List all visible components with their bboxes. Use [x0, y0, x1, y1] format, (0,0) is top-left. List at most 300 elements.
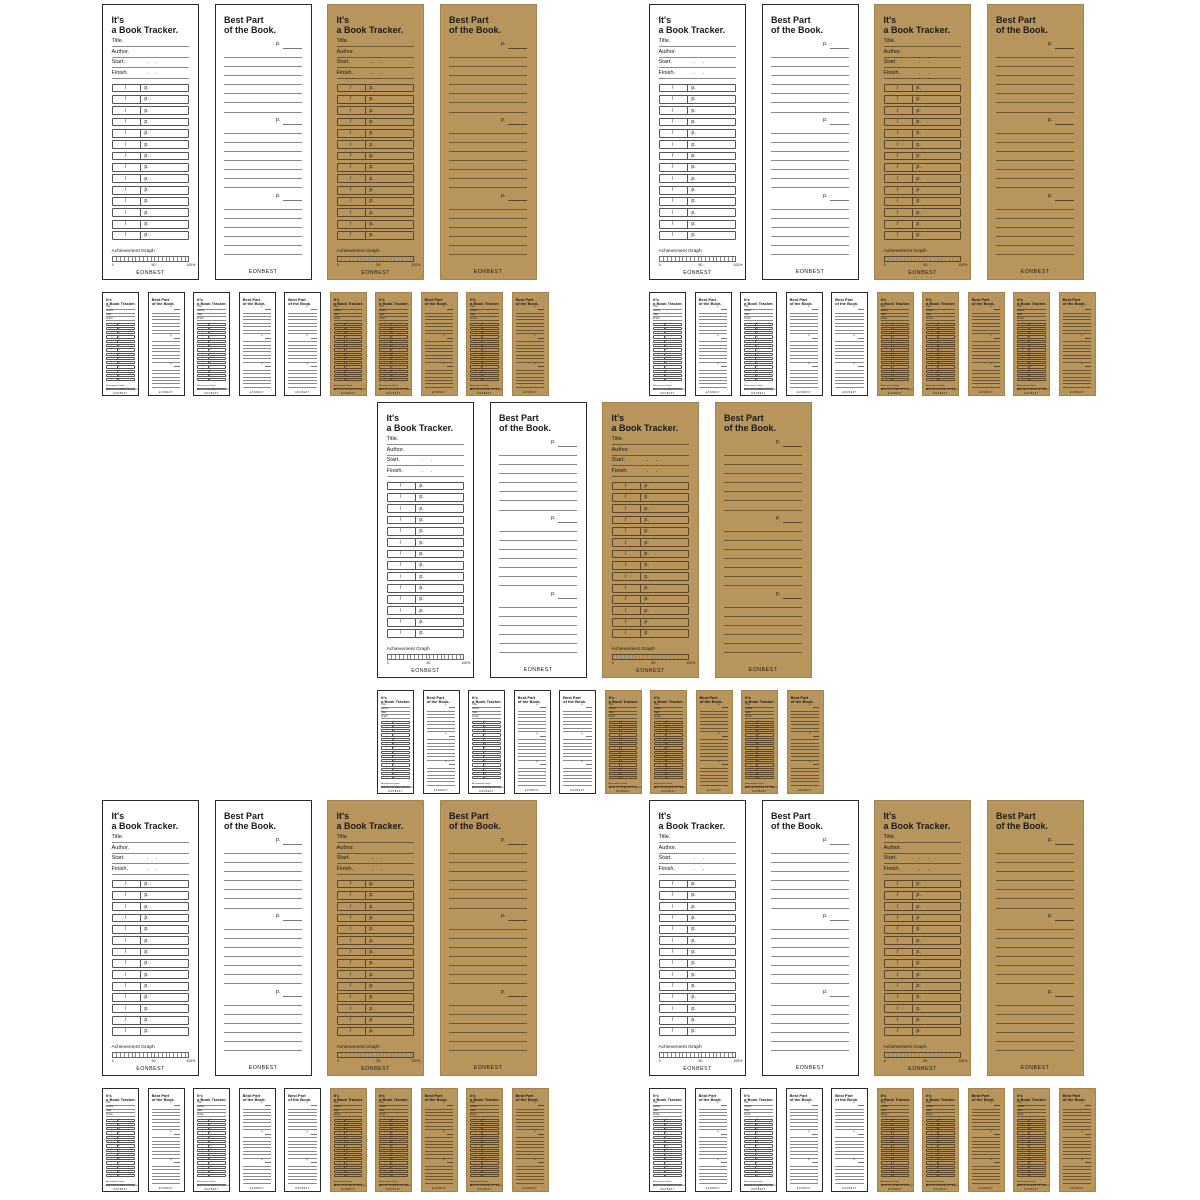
- field-label: Start.: [883, 59, 897, 66]
- tracker-row: [470, 1136, 499, 1139]
- graph-tick-label: 0: [379, 390, 381, 392]
- tracker-row: [884, 220, 962, 229]
- writing-line: [516, 358, 545, 359]
- bestpart-lines: [499, 403, 577, 678]
- brand-logo: EONBEST: [361, 1065, 390, 1072]
- tracker-row: [472, 768, 501, 771]
- graph-label: Achievement Graph: [111, 249, 155, 255]
- row-slash: /: [613, 759, 615, 762]
- tracker-row: [337, 152, 415, 161]
- writing-line: [516, 330, 545, 331]
- writing-line: [699, 1183, 728, 1184]
- bestpart-title-line1: Best Part: [835, 296, 853, 302]
- writing-line: [516, 1151, 545, 1152]
- date-dots: . .: [918, 855, 930, 862]
- tracker-rows: [653, 1119, 682, 1179]
- field-underline: [744, 1116, 773, 1117]
- tracker-row: [926, 365, 955, 368]
- page-marker-line: [994, 1134, 1000, 1135]
- bestpart-title-line1: Best Part: [698, 1092, 717, 1098]
- writing-line: [996, 142, 1074, 143]
- tracker-row: [745, 733, 774, 736]
- tracker-row: [609, 746, 638, 749]
- writing-line: [563, 746, 592, 747]
- page-marker-line: [858, 1162, 864, 1163]
- tracker-rows: [745, 721, 774, 781]
- tracker-row: [197, 1170, 226, 1173]
- row-page: p.: [482, 331, 485, 334]
- row-slash: /: [671, 960, 674, 967]
- tracker-row: [1017, 1127, 1046, 1130]
- field-label: Author.: [472, 707, 480, 711]
- writing-line: [449, 245, 527, 246]
- tracker-row: [197, 357, 226, 360]
- tracker-row: [609, 759, 638, 762]
- graph-tick: [679, 1053, 680, 1057]
- tracker-row: [112, 925, 190, 934]
- writing-line: [288, 1169, 317, 1170]
- writing-line: [518, 785, 547, 786]
- tracker-rows: [744, 323, 773, 383]
- tracker-row: [334, 1166, 363, 1169]
- row-slash: /: [750, 742, 752, 745]
- tracker-rows: [472, 721, 501, 781]
- writing-line: [499, 549, 577, 550]
- row-divider: [687, 187, 688, 194]
- graph-tick: [713, 257, 714, 261]
- writing-line: [972, 351, 1001, 352]
- date-dots: . .: [939, 1113, 944, 1117]
- writing-line: [996, 1050, 1074, 1051]
- graph-tick: [682, 1053, 683, 1057]
- writing-line: [243, 1158, 272, 1162]
- brand-logo: EONBEST: [796, 392, 812, 395]
- row-divider: [687, 85, 688, 92]
- row-page: p.: [644, 596, 649, 603]
- row-slash: /: [475, 1136, 477, 1139]
- row-page: p.: [1029, 336, 1032, 339]
- writing-line: [224, 880, 302, 881]
- row-slash: /: [671, 153, 674, 160]
- graph-tick: [919, 1053, 920, 1057]
- page-marker-line: [558, 598, 576, 599]
- graph-tick: [957, 257, 958, 261]
- writing-line: [996, 1041, 1074, 1042]
- tracker-row: [881, 378, 910, 381]
- row-divider: [140, 107, 141, 114]
- tracker-row: [337, 1016, 415, 1025]
- date-dots: . .: [119, 317, 124, 321]
- page-marker-line: [586, 736, 592, 737]
- tracker-row: [334, 1131, 363, 1134]
- graph-tick: [398, 1053, 399, 1057]
- row-page: p.: [484, 742, 487, 745]
- brand-logo: EONBEST: [248, 1064, 278, 1071]
- date-dots: . .: [210, 313, 215, 317]
- writing-line: [243, 326, 272, 327]
- writing-line: [288, 351, 317, 352]
- writing-line: [972, 1169, 1001, 1170]
- book-tracker-card-white: [193, 292, 230, 396]
- row-slash: /: [896, 1005, 899, 1012]
- tracker-row: [1017, 1131, 1046, 1134]
- row-divider: [912, 926, 913, 933]
- row-page: p.: [393, 759, 396, 762]
- writing-line: [425, 1126, 454, 1127]
- row-slash: /: [111, 323, 113, 326]
- field-label: Start.: [745, 711, 751, 715]
- row-slash: /: [111, 1123, 113, 1126]
- writing-line: [152, 1166, 181, 1167]
- graph-tick: [957, 1053, 958, 1057]
- row-page: p.: [1029, 1166, 1032, 1169]
- row-slash: /: [671, 903, 674, 910]
- writing-line: [152, 330, 181, 331]
- row-page: p.: [691, 187, 696, 194]
- tracker-row: [197, 327, 226, 330]
- row-slash: /: [658, 348, 660, 351]
- best-part-card-white: [786, 292, 823, 396]
- row-slash: /: [1022, 370, 1024, 373]
- field-label: Author.: [197, 1105, 205, 1109]
- writing-line: [996, 983, 1074, 984]
- row-page: p.: [345, 1153, 348, 1156]
- row-divider: [912, 164, 913, 171]
- row-slash: /: [750, 772, 752, 775]
- tracker-rows: [334, 323, 363, 383]
- row-slash: /: [475, 1161, 477, 1164]
- tracker-row: [744, 1131, 773, 1134]
- page-marker: p.: [823, 40, 828, 47]
- graph-tick: [437, 655, 438, 659]
- field-label: Finish.: [658, 69, 676, 76]
- writing-line: [449, 929, 527, 930]
- graph-tick: [900, 1053, 901, 1057]
- tracker-row: [926, 374, 955, 377]
- row-divider: [415, 573, 416, 580]
- writing-line: [243, 1147, 272, 1148]
- tracker-row: [387, 572, 465, 581]
- row-page: p.: [369, 892, 374, 899]
- page-marker: p.: [990, 363, 993, 366]
- brand-logo: EONBEST: [522, 392, 538, 395]
- page-marker: p.: [1081, 363, 1084, 366]
- row-slash: /: [475, 1127, 477, 1130]
- row-slash: /: [896, 96, 899, 103]
- writing-line: [224, 133, 302, 134]
- tracker-title-line1: It's: [744, 1092, 750, 1098]
- row-divider: [687, 175, 688, 182]
- tracker-title-line2: a Book Tracker.: [381, 699, 411, 705]
- row-slash: /: [349, 983, 352, 990]
- brand-logo: EONBEST: [386, 1188, 401, 1191]
- row-page: p.: [144, 926, 149, 933]
- writing-line: [449, 889, 527, 890]
- writing-line: [835, 1179, 864, 1180]
- page-marker-line: [540, 736, 546, 737]
- tracker-title-line2: a Book Tracker.: [470, 1097, 500, 1103]
- row-page: p.: [916, 130, 921, 137]
- row-page: p.: [916, 141, 921, 148]
- tracker-row: [387, 550, 465, 559]
- row-slash: /: [671, 141, 674, 148]
- row-slash: /: [384, 348, 386, 351]
- row-page: p.: [419, 619, 424, 626]
- bestpart-title-line2: of the Book.: [835, 1097, 859, 1103]
- bestpart-title-line2: of the Book.: [151, 1097, 175, 1103]
- row-page: p.: [345, 374, 348, 377]
- graph-tick: [690, 1053, 691, 1057]
- writing-line: [1063, 313, 1092, 314]
- tracker-row: [884, 231, 962, 240]
- row-page: p.: [482, 1119, 485, 1122]
- writing-line: [790, 1137, 819, 1138]
- graph-tick-label: 0: [658, 263, 661, 268]
- writing-line: [699, 1141, 728, 1142]
- tracker-row: [472, 751, 501, 754]
- row-slash: /: [613, 742, 615, 745]
- writing-line: [224, 112, 302, 113]
- page-marker: p.: [306, 1102, 309, 1105]
- graph-tick: [949, 257, 950, 261]
- writing-line: [771, 908, 849, 909]
- tracker-fields: [112, 834, 190, 878]
- tracker-row: [653, 327, 682, 330]
- writing-line: [563, 724, 592, 725]
- graph-tick-label: 0: [608, 788, 610, 790]
- row-slash: /: [384, 1170, 386, 1173]
- row-slash: /: [659, 755, 661, 758]
- field-underline: [387, 444, 465, 445]
- row-divider: [687, 141, 688, 148]
- row-page: p.: [482, 1149, 485, 1152]
- writing-line: [449, 938, 527, 939]
- row-page: p.: [620, 725, 623, 728]
- page-marker-line: [311, 1134, 317, 1135]
- graph-tick: [124, 257, 125, 261]
- book-tracker-card-white: [649, 4, 746, 280]
- writing-line: [243, 1173, 272, 1174]
- tracker-row: [884, 993, 962, 1002]
- row-page: p.: [644, 539, 649, 546]
- writing-line: [499, 473, 577, 474]
- writing-line: [791, 714, 820, 715]
- row-page: p.: [482, 323, 485, 326]
- row-page: p.: [393, 725, 396, 728]
- row-page: p.: [209, 1123, 212, 1126]
- row-page: p.: [391, 1166, 394, 1169]
- writing-line: [425, 351, 454, 352]
- tracker-title-line1: It's: [379, 1092, 385, 1098]
- tracker-row: [744, 365, 773, 368]
- writing-line: [972, 341, 1001, 342]
- writing-line: [996, 209, 1074, 210]
- tracker-row: [197, 365, 226, 368]
- tracker-rows: [926, 323, 955, 383]
- row-page: p.: [756, 336, 759, 339]
- field-label: Start.: [880, 313, 887, 317]
- row-slash: /: [671, 881, 674, 888]
- tracker-row: [659, 197, 737, 206]
- row-page: p.: [118, 357, 121, 360]
- row-page: p.: [916, 926, 921, 933]
- row-page: p.: [144, 881, 149, 888]
- row-divider: [912, 949, 913, 956]
- field-underline: [112, 853, 190, 854]
- tracker-row: [744, 357, 773, 360]
- brand-logo: EONBEST: [908, 269, 937, 276]
- row-page: p.: [482, 1136, 485, 1139]
- tracker-row: [197, 323, 226, 326]
- field-label: Start.: [336, 59, 350, 66]
- writing-line: [1063, 1137, 1092, 1138]
- graph-tick-label: 100%: [411, 1059, 421, 1064]
- field-underline: [112, 78, 190, 79]
- field-label: Title.: [608, 703, 614, 707]
- row-page: p.: [756, 331, 759, 334]
- graph-tick-label: 50: [394, 390, 397, 392]
- field-underline: [472, 718, 501, 719]
- row-slash: /: [658, 361, 660, 364]
- page-marker-line: [265, 1105, 271, 1106]
- row-page: p.: [482, 374, 485, 377]
- tracker-row: [381, 746, 410, 749]
- writing-line: [996, 178, 1074, 179]
- graph-tick-label: 0: [336, 1059, 339, 1064]
- writing-line: [243, 341, 272, 342]
- graph-tick: [132, 1053, 133, 1057]
- row-slash: /: [885, 1123, 887, 1126]
- tracker-row: [337, 1027, 415, 1036]
- row-slash: /: [613, 746, 615, 749]
- tracker-row: [337, 118, 415, 127]
- graph-tick: [418, 655, 419, 659]
- bestpart-title-line2: of the Book.: [424, 1097, 448, 1103]
- writing-line: [224, 178, 302, 179]
- row-page: p.: [757, 772, 760, 775]
- tracker-row: [659, 220, 737, 229]
- bestpart-title-line1: Best Part: [288, 1092, 306, 1098]
- graph-tick: [896, 1053, 897, 1057]
- graph-tick: [647, 655, 648, 659]
- row-page: p.: [345, 1149, 348, 1152]
- book-tracker-card-white: [468, 690, 505, 794]
- tracker-fields: [881, 305, 910, 322]
- page-marker: p.: [853, 1130, 856, 1133]
- tracker-row: [744, 1144, 773, 1147]
- page-marker: p.: [501, 192, 506, 199]
- row-page: p.: [666, 755, 669, 758]
- writing-line: [518, 731, 547, 732]
- row-page: p.: [938, 365, 941, 368]
- graph-tick: [116, 257, 117, 261]
- field-label: Finish.: [470, 317, 478, 321]
- field-label: Finish.: [472, 715, 480, 719]
- writing-line: [425, 1141, 454, 1142]
- writing-line: [499, 607, 577, 608]
- row-page: p.: [757, 725, 760, 728]
- writing-line: [1063, 358, 1092, 359]
- bestpart-title-line2: of the Book.: [996, 821, 1049, 831]
- writing-line: [499, 634, 577, 635]
- writing-line: [771, 1023, 849, 1024]
- tracker-row: [470, 353, 499, 356]
- row-slash: /: [658, 1149, 660, 1152]
- writing-line: [516, 380, 545, 381]
- row-page: p.: [691, 881, 696, 888]
- graph-tick: [154, 1053, 155, 1057]
- tracker-row: [1017, 1157, 1046, 1160]
- tracker-row: [197, 1131, 226, 1134]
- tracker-row: [337, 129, 415, 138]
- row-slash: /: [384, 1174, 386, 1177]
- best-part-card-white: [490, 402, 587, 678]
- bestpart-title-line1: Best Part: [996, 810, 1036, 821]
- best-part-card-kraft: [987, 4, 1084, 280]
- row-page: p.: [665, 353, 668, 356]
- tracker-row: [659, 140, 737, 149]
- row-page: p.: [391, 327, 394, 330]
- row-slash: /: [384, 365, 386, 368]
- row-slash: /: [111, 1161, 113, 1164]
- graph-tick: [945, 257, 946, 261]
- row-slash: /: [124, 119, 127, 126]
- date-dots: . .: [893, 317, 899, 321]
- row-slash: /: [931, 1153, 933, 1156]
- writing-line: [425, 1173, 454, 1174]
- row-page: p.: [644, 494, 649, 501]
- graph-tick: [403, 655, 404, 659]
- writing-line: [996, 102, 1074, 103]
- row-page: p.: [1029, 1136, 1032, 1139]
- graph-tick: [663, 257, 664, 261]
- tracker-row: [881, 1149, 910, 1152]
- row-slash: /: [386, 742, 388, 745]
- graph-tick: [682, 257, 683, 261]
- row-page: p.: [345, 370, 348, 373]
- graph-tick: [345, 1053, 346, 1057]
- row-slash: /: [931, 1140, 933, 1143]
- row-slash: /: [749, 1144, 751, 1147]
- row-page: p.: [644, 607, 649, 614]
- row-slash: /: [111, 365, 113, 368]
- row-page: p.: [691, 983, 696, 990]
- row-page: p.: [393, 734, 396, 737]
- tracker-row: [884, 891, 962, 900]
- tracker-row: [470, 361, 499, 364]
- row-slash: /: [671, 198, 674, 205]
- bestpart-title-line2: of the Book.: [515, 1097, 539, 1103]
- row-slash: /: [885, 353, 887, 356]
- writing-line: [224, 938, 302, 939]
- row-slash: /: [659, 721, 661, 724]
- writing-line: [1063, 1119, 1092, 1120]
- row-divider: [415, 517, 416, 524]
- row-slash: /: [885, 340, 887, 343]
- tracker-row: [744, 1166, 773, 1169]
- page-marker: p.: [261, 1102, 264, 1105]
- page-marker: p.: [534, 1130, 537, 1133]
- tracker-row: [612, 595, 690, 604]
- date-dots: . .: [893, 1113, 899, 1117]
- row-page: p.: [419, 551, 424, 558]
- field-label: Finish.: [653, 1113, 661, 1117]
- page-marker: p.: [261, 363, 264, 366]
- writing-line: [243, 1154, 272, 1155]
- row-page: p.: [209, 1144, 212, 1147]
- tracker-row: [881, 353, 910, 356]
- field-underline: [337, 57, 415, 58]
